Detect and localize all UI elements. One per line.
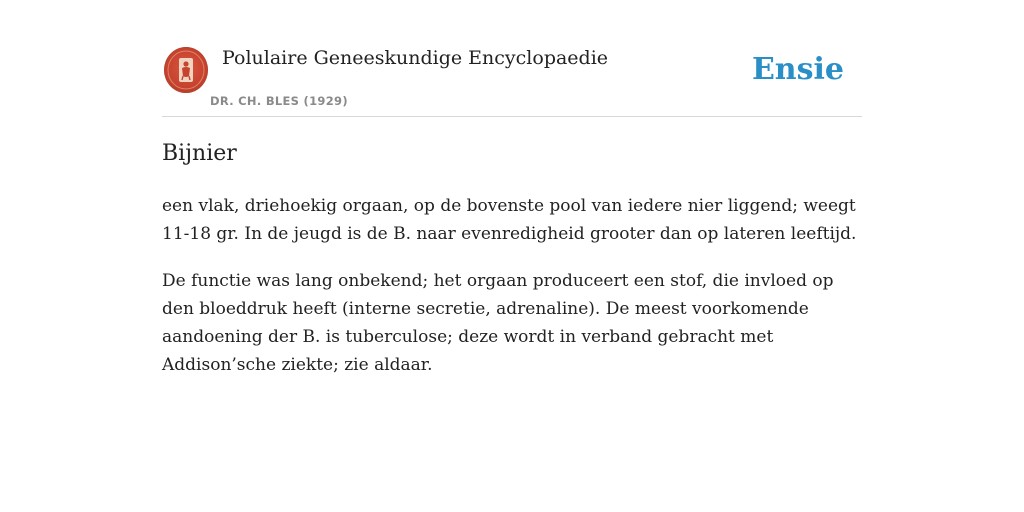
header — [162, 0, 862, 117]
book-cover-emblem-icon — [164, 47, 208, 93]
entry-paragraph: een vlak, driehoekig orgaan, op de bovenste pool van iedere nier liggend; weegt 11-18 gr. In de jeugd is de B. naar evenredigheid grooter dan op lateren leeftijd. — [162, 196, 857, 244]
brand-logo[interactable]: Ensie — [751, 52, 844, 87]
book-title[interactable]: Polulaire Geneeskundige Encyclopaedie — [222, 47, 609, 69]
entry-title: Bijnier — [162, 141, 237, 166]
book-author[interactable]: DR. CH. BLES (1929) — [210, 94, 348, 108]
book-cover-image[interactable] — [164, 47, 208, 93]
entry-paragraph: De functie was lang onbekend; het orgaan produceert een stof, die invloed op den bloeddruk heeft (interne secretie, adrenaline). De meest voorkomende aandoening der B. is tuberculose; deze wordt in verband gebracht met Addison’sche ziekte; zie aldaar. — [162, 271, 834, 375]
entry-body — [162, 192, 862, 398]
page — [162, 0, 862, 512]
